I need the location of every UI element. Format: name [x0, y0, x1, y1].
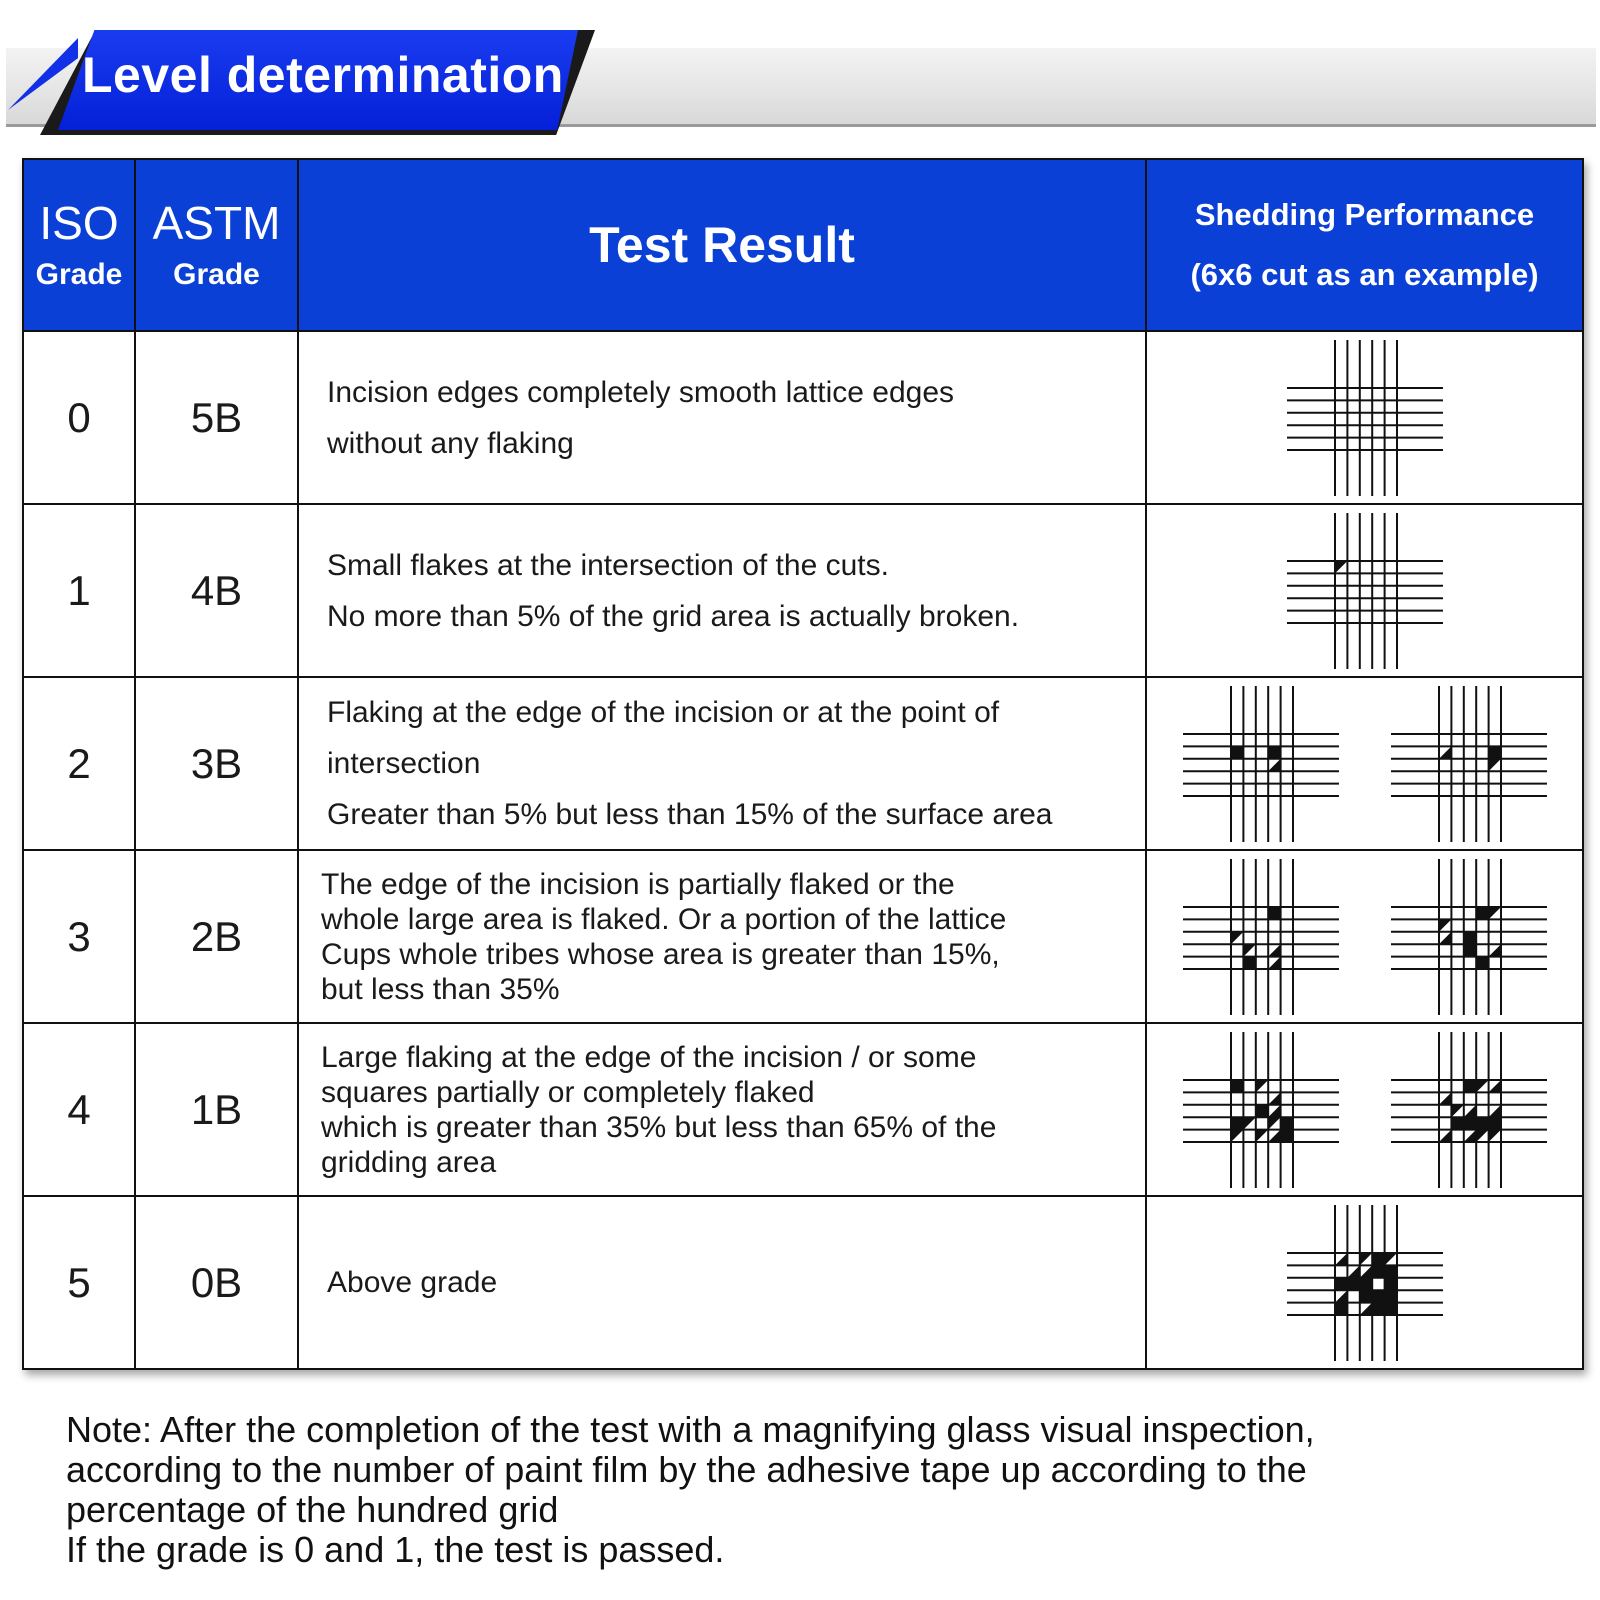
flaked-cell: [1476, 1117, 1488, 1129]
flaked-cell: [1384, 1265, 1396, 1277]
flaked-cell: [1268, 907, 1280, 919]
iso-grade-cell: 2: [23, 677, 135, 850]
astm-grade-cell: 1B: [135, 1023, 298, 1196]
flaked-cell: [1347, 1265, 1359, 1277]
flaked-cell: [1359, 1290, 1371, 1302]
test-result-cell: [298, 850, 1146, 1023]
flaked-cell: [1476, 907, 1488, 919]
test-result-header-label: Test Result: [589, 217, 855, 273]
table-header-row: [23, 159, 1583, 331]
test-result-line: Above grade: [327, 1266, 498, 1299]
flaked-cell: [1231, 746, 1243, 758]
test-result-line: which is greater than 35% but less than 65% of the: [321, 1110, 997, 1144]
flaked-cell: [1335, 1253, 1347, 1265]
flaked-cell: [1488, 746, 1500, 758]
note-line: If the grade is 0 and 1, the test is passed.: [66, 1529, 725, 1570]
astm-grade-cell: 3B: [135, 677, 298, 850]
crosshatch-grid-figure: [1183, 686, 1339, 842]
flaked-cell: [1488, 1129, 1500, 1141]
table-row: [23, 677, 1583, 850]
flaked-cell: [1268, 1117, 1280, 1129]
flaked-cell: [1463, 1117, 1475, 1129]
flaked-cell: [1268, 1104, 1280, 1116]
astm-grade-header: [135, 159, 298, 331]
test-result-cell: [298, 1196, 1146, 1369]
flaked-cell: [1255, 1129, 1267, 1141]
flaked-cell: [1451, 1117, 1463, 1129]
flaked-cell: [1335, 561, 1347, 573]
flaked-cell: [1451, 1104, 1463, 1116]
flaked-cell: [1488, 1104, 1500, 1116]
test-result-line: whole large area is flaked. Or a portion of the lattice: [321, 902, 1007, 936]
test-result-cell: [298, 677, 1146, 850]
flaked-cell: [1476, 1080, 1488, 1092]
flaked-cell: [1268, 1092, 1280, 1104]
test-result-line: The edge of the incision is partially flaked or the: [321, 867, 955, 901]
shedding-performance-cell: [1146, 504, 1583, 677]
flaked-cell: [1359, 1253, 1371, 1265]
flaked-cell: [1463, 944, 1475, 956]
flaked-cell: [1231, 1080, 1243, 1092]
iso-grade-cell: 4: [23, 1023, 135, 1196]
crosshatch-grid-figure: [1287, 1205, 1443, 1361]
flaked-cell: [1439, 1129, 1451, 1141]
table-row: [23, 850, 1583, 1023]
flaked-cell: [1439, 931, 1451, 943]
flaked-cell: [1439, 1092, 1451, 1104]
flaked-cell: [1335, 1302, 1347, 1314]
flaked-cell: [1280, 1117, 1292, 1129]
flaked-cell: [1243, 1117, 1255, 1129]
flaked-cell: [1488, 944, 1500, 956]
flaked-cell: [1243, 944, 1255, 956]
test-result-line: Cups whole tribes whose area is greater than 15%,: [321, 937, 1000, 971]
shedding-performance-cell: [1146, 331, 1583, 504]
astm-header-main: ASTM: [152, 196, 281, 249]
crosshatch-grid-figure: [1183, 1032, 1339, 1188]
flaked-cell: [1488, 907, 1500, 919]
flaked-cell: [1463, 1080, 1475, 1092]
flaked-cell: [1488, 1117, 1500, 1129]
test-result-line: Flaking at the edge of the incision or at the point of: [327, 696, 1000, 729]
flaked-cell: [1268, 944, 1280, 956]
iso-grade-header: [23, 159, 135, 331]
flaked-cell: [1463, 1129, 1475, 1141]
flaked-cell: [1439, 746, 1451, 758]
crosshatch-grid-figure: [1391, 859, 1547, 1015]
flaked-cell: [1372, 1265, 1384, 1277]
table-body: [23, 331, 1583, 1369]
flaked-cell: [1439, 919, 1451, 931]
test-result-line: gridding area: [321, 1145, 497, 1179]
flaked-cell: [1268, 758, 1280, 770]
note-line: Note: After the completion of the test with a magnifying glass visual inspection,: [66, 1409, 1315, 1450]
crosshatch-grid-figure: [1391, 686, 1547, 842]
grade-table: [22, 158, 1584, 1370]
shedding-performance-cell: [1146, 850, 1583, 1023]
test-result-line: intersection: [327, 747, 481, 780]
flaked-cell: [1488, 1080, 1500, 1092]
shedding-performance-cell: [1146, 1023, 1583, 1196]
flaked-cell: [1268, 956, 1280, 968]
flaked-cell: [1463, 1104, 1475, 1116]
iso-grade-cell: 5: [23, 1196, 135, 1369]
flaked-cell: [1359, 1265, 1371, 1277]
note-line: according to the number of paint film by the adhesive tape up according to the: [66, 1449, 1307, 1490]
flaked-cell: [1384, 1253, 1396, 1265]
test-result-line: without any flaking: [327, 426, 574, 460]
flaked-cell: [1255, 1104, 1267, 1116]
flaked-cell: [1231, 1129, 1243, 1141]
table-row: [23, 504, 1583, 677]
test-result-line: squares partially or completely flaked: [321, 1075, 815, 1109]
test-result-line: Large flaking at the edge of the incision / or some: [321, 1040, 977, 1074]
flaked-cell: [1347, 1277, 1359, 1289]
table-row: [23, 331, 1583, 504]
flaked-cell: [1243, 956, 1255, 968]
test-result-cell: [298, 1023, 1146, 1196]
shedding-header: [1146, 159, 1583, 331]
flaked-cell: [1384, 1290, 1396, 1302]
test-result-line: Small flakes at the intersection of the cuts.: [327, 548, 889, 582]
flaked-cell: [1476, 956, 1488, 968]
flaked-cell: [1231, 931, 1243, 943]
flaked-cell: [1255, 1080, 1267, 1092]
shedding-header-line2: (6x6 cut as an example): [1190, 257, 1539, 292]
note-line: percentage of the hundred grid: [66, 1489, 559, 1530]
flaked-cell: [1335, 1277, 1347, 1289]
flaked-cell: [1359, 1302, 1371, 1314]
test-result-line: Incision edges completely smooth lattice edges: [327, 375, 955, 409]
flaked-cell: [1359, 1277, 1371, 1289]
flaked-cell: [1268, 1129, 1280, 1141]
flaked-cell: [1372, 1253, 1384, 1265]
astm-grade-cell: 4B: [135, 504, 298, 677]
iso-grade-cell: 3: [23, 850, 135, 1023]
test-result-header: [298, 159, 1146, 331]
shedding-performance-cell: [1146, 1196, 1583, 1369]
flaked-cell: [1268, 746, 1280, 758]
astm-grade-cell: 2B: [135, 850, 298, 1023]
shedding-header-line1: Shedding Performance: [1194, 197, 1535, 232]
flaked-cell: [1384, 1277, 1396, 1289]
table-row: [23, 1196, 1583, 1369]
crosshatch-grid-figure: [1391, 1032, 1547, 1188]
iso-grade-cell: 1: [23, 504, 135, 677]
test-result-line: but less than 35%: [321, 972, 560, 1006]
crosshatch-grid-figure: [1183, 859, 1339, 1015]
flaked-cell: [1231, 1117, 1243, 1129]
astm-grade-cell: 0B: [135, 1196, 298, 1369]
astm-header-sub: Grade: [173, 258, 260, 292]
flaked-cell: [1463, 931, 1475, 943]
flaked-cell: [1280, 1129, 1292, 1141]
flaked-cell: [1372, 1302, 1384, 1314]
test-result-cell: [298, 504, 1146, 677]
iso-grade-cell: 0: [23, 331, 135, 504]
flaked-cell: [1488, 758, 1500, 770]
shedding-performance-cell: [1146, 677, 1583, 850]
table-row: [23, 1023, 1583, 1196]
flaked-cell: [1384, 1302, 1396, 1314]
crosshatch-grid-figure: [1287, 513, 1443, 669]
flaked-cell: [1372, 1290, 1384, 1302]
test-result-line: Greater than 5% but less than 15% of the surface area: [327, 798, 1053, 831]
flaked-cell: [1335, 1290, 1347, 1302]
test-result-line: No more than 5% of the grid area is actually broken.: [327, 599, 1020, 633]
astm-grade-cell: 5B: [135, 331, 298, 504]
crosshatch-grid-figure: [1287, 340, 1443, 496]
page-title: Level determination: [82, 47, 564, 103]
flaked-cell: [1476, 1129, 1488, 1141]
iso-header-sub: Grade: [35, 258, 123, 292]
note: [66, 1410, 1566, 1570]
iso-header-main: ISO: [39, 196, 119, 249]
test-result-cell: [298, 331, 1146, 504]
